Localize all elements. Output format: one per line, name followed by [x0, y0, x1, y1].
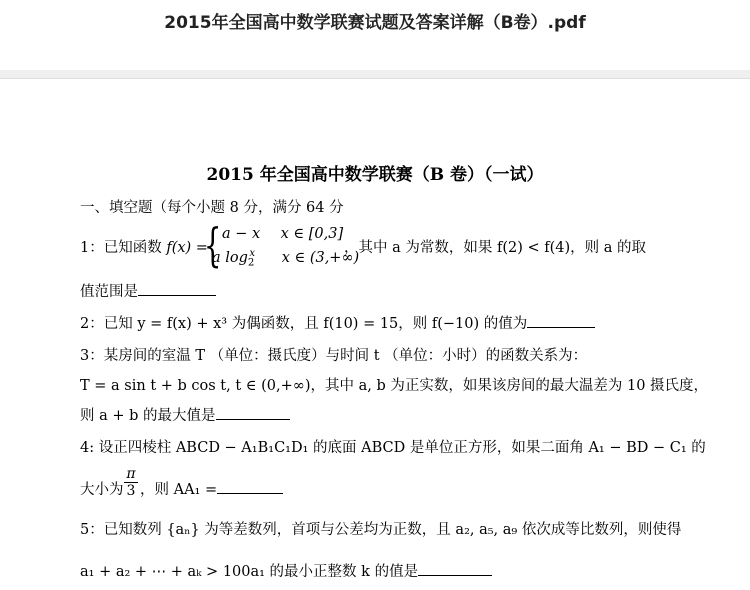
file-title: 2015年全国高中数学联赛试题及答案详解（B卷）.pdf [164, 13, 586, 33]
answer-blank-5[interactable] [418, 563, 492, 576]
q5-line1: 5：已知数列 {aₙ} 为等差数列，首项与公差均为正数，且 a₂, a₅, a₉ 依次成等比数列，则使得 [80, 522, 682, 538]
q5-line2: a₁ + a₂ + ⋯ + aₖ > 100a₁ 的最小正整数 k 的值是 [80, 560, 492, 581]
section-heading: 一、填空题（每个小题 8 分，满分 64 分 [80, 200, 344, 216]
pi-over-3-fraction: $\frac{\pi}{3}$ [124, 466, 138, 499]
q4-line1: 4: 设正四棱柱 ABCD − A₁B₁C₁D₁ 的底面 ABCD 是单位正方形，如果二面角 A₁ − BD − C₁ 的 [80, 440, 706, 456]
q1-case1: a − x x ∈ [0,3] [222, 226, 344, 242]
answer-blank-1[interactable] [138, 283, 216, 296]
q3-line3: 则 a + b 的最大值是 [80, 404, 290, 425]
q1-case2: a $\log_2^x x$ ∈ (3,+∞) [212, 248, 360, 269]
answer-blank-4[interactable] [217, 481, 283, 494]
q4-line2-prefix: 大小为 [80, 482, 124, 498]
piecewise-brace: { [203, 218, 222, 272]
q4-line2-suffix: ，则 AA₁ = [140, 478, 283, 499]
document-title: 2015 年全国高中数学联赛（B 卷）（一试） [206, 165, 544, 185]
q1-line2: 值范围是 [80, 280, 216, 301]
viewer-toolbar [0, 0, 750, 71]
q3-line2: T = a sin t + b cos t, t ∈ (0,+∞)，其中 a, b 为正实数，如果该房间的最大温差为 10 摄氏度， [80, 378, 709, 394]
q3-line1: 3：某房间的室温 T （单位：摄氏度）与时间 t （单位：小时）的函数关系为： [80, 348, 588, 364]
q2-line: 2：已知 y = f(x) + x³ 为偶函数，且 f(10) = 15，则 f(−10) 的值为 [80, 312, 595, 333]
page-separator [0, 70, 750, 79]
q1-prefix: 1：已知函数 f(x) = [80, 240, 208, 256]
q1-suffix: ，其中 a 为常数，如果 f(2) < f(4)，则 a 的取 [344, 240, 647, 256]
answer-blank-3[interactable] [216, 407, 290, 420]
answer-blank-2[interactable] [527, 315, 595, 328]
